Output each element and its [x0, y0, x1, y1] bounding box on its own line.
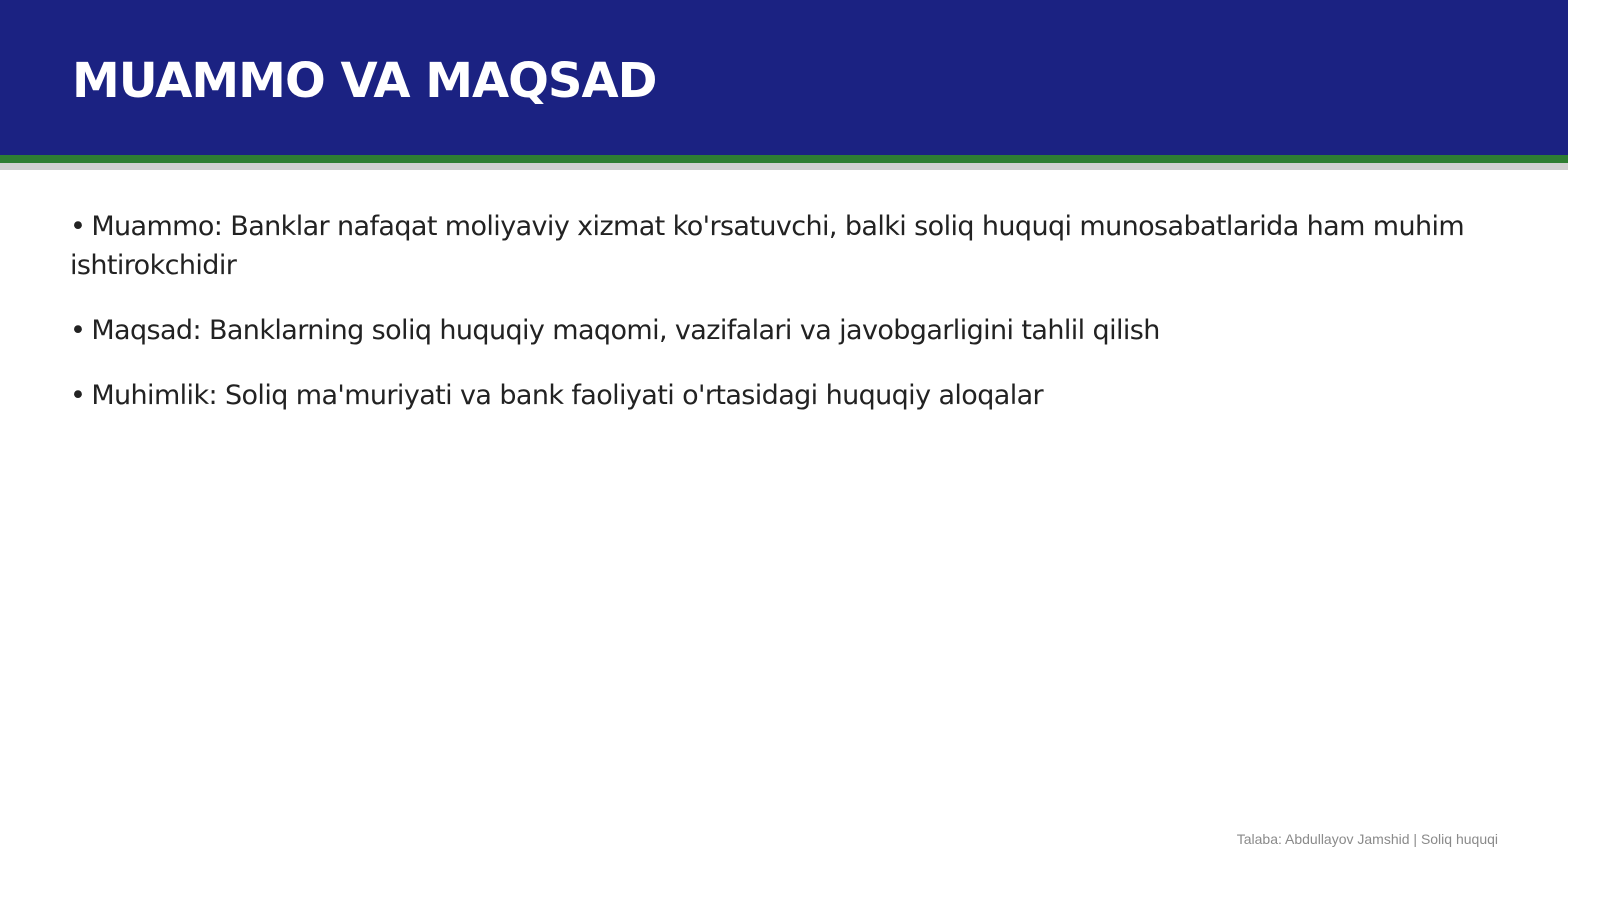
header-band	[0, 0, 1568, 155]
bullet-dot: •	[70, 380, 86, 411]
footer-credit: Talaba: Abdullayov Jamshid | Soliq huquqi	[1236, 831, 1498, 847]
bullet-dot: •	[70, 315, 86, 346]
bullet-text: Maqsad: Banklarning soliq huquqiy maqomi, vazifalari va javobgarligini tahlil qilish	[91, 315, 1160, 346]
accent-divider	[0, 155, 1568, 163]
bullet-dot: •	[70, 211, 86, 242]
bullet-item-muammo	[70, 207, 1530, 285]
slide-title: MUAMMO VA MAQSAD	[72, 53, 657, 109]
bullet-item-muhimlik	[70, 376, 1530, 415]
bullet-text: Muhimlik: Soliq ma'muriyati va bank faoliyati o'rtasidagi huquqiy aloqalar	[91, 380, 1044, 411]
shadow-divider	[0, 163, 1568, 170]
bullet-list	[70, 207, 1530, 441]
bullet-text: Muammo: Banklar nafaqat moliyaviy xizmat ko'rsatuvchi, balki soliq huquqi munosabatlarida ham muhim ishtirokchidir	[70, 211, 1465, 281]
bullet-item-maqsad	[70, 311, 1530, 350]
